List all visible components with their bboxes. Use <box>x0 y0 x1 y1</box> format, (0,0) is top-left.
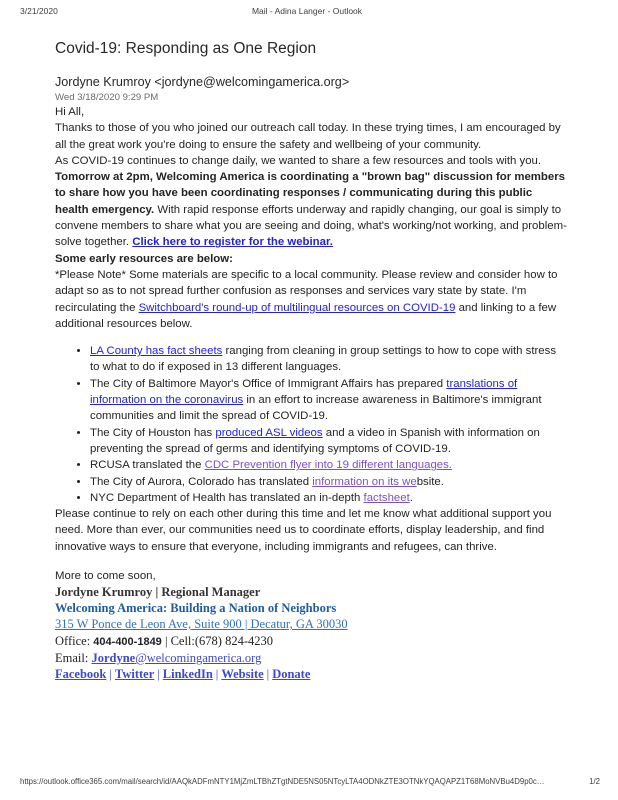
bullet-text: The City of Aurora, Colorado has translated <box>90 475 313 488</box>
aurora-information-link[interactable]: information on its we <box>312 475 417 488</box>
cdc-prevention-flyer-link[interactable]: CDC Prevention flyer into 19 different languages. <box>204 459 452 472</box>
note-text-2: and linking to a few additional resources below. <box>55 301 557 330</box>
website-link[interactable]: Website <box>221 667 264 682</box>
houston-asl-videos-link[interactable]: produced ASL videos <box>215 426 323 439</box>
list-item-baltimore <box>90 376 567 425</box>
signature-phone-row <box>55 633 567 650</box>
bullet-text: . <box>409 491 413 504</box>
signature-email-link[interactable] <box>91 651 261 665</box>
list-item-la-county <box>90 343 567 376</box>
la-county-fact-sheets-link[interactable]: LA County has fact sheets <box>90 345 223 358</box>
print-footer-page-number: 1/2 <box>589 777 600 786</box>
signature-organization: Welcoming America: Building a Nation of Neighbors <box>55 601 337 616</box>
print-header <box>20 6 594 18</box>
webinar-text-1: As COVID-19 continues to change daily, we wanted to share a few resources and tools with you. <box>55 154 542 167</box>
bullet-text: RCUSA translated the <box>90 459 205 472</box>
social-separator: | <box>157 667 160 682</box>
address-link[interactable]: 315 W Ponce de Leon Ave, Suite 900 | Decatur, GA 30030 <box>55 617 348 632</box>
email-body <box>55 39 567 682</box>
social-separator: | <box>109 667 112 682</box>
office-number: 404-400-1849 <box>93 636 162 649</box>
email-subject: Covid-19: Responding as One Region <box>55 40 317 57</box>
webinar-bold-text: Tomorrow at 2pm, Welcoming America is coordinating a "brown bag" discussion for members to share how you have been coordinating responses / communicating during this public health emergency. <box>55 171 565 216</box>
social-separator: | <box>215 667 219 682</box>
webinar-text-2: With rapid response efforts underway and rapidly changing, our goal is simply to convene members to share what you are seeing and doing, what's working/not working, and problem-solve together. <box>55 203 567 249</box>
print-footer <box>20 777 600 786</box>
register-webinar-link[interactable]: Click here to register for the webinar. <box>132 236 333 249</box>
signature-name-role: Jordyne Krumroy | Regional Manager <box>55 585 261 600</box>
email-label: Email: <box>55 651 92 666</box>
bullet-text: and a video in Spanish with information on preventing the spread of germs and identifying symptoms of COVID-19. <box>90 426 540 455</box>
signature-email-row <box>55 650 567 666</box>
email-sent-date: Wed 3/18/2020 9:29 PM <box>55 92 159 103</box>
phone-separator: | <box>161 634 171 649</box>
social-separator: | <box>266 667 270 682</box>
print-title: Mail - Adina Langer - Outlook <box>251 6 363 16</box>
paragraph-thanks: Thanks to those of you who joined our outreach call today. In these trying times, I am encouraged by all the great work you're doing to ensure the safety and wellbeing of your community. <box>55 122 561 151</box>
print-footer-url: https://outlook.office365.com/mail/search/id/AAQkADFmNTY1MjZmLTBhZTgtNDE5NS05NTcyLTA4ODNkZTE3OTNkYQAQAPZ1T68MoNVBu4D9p0c… <box>20 777 545 786</box>
list-item-rcusa <box>90 457 567 473</box>
bullet-text: NYC Department of Health has translated an in-depth <box>90 491 364 504</box>
resource-list <box>55 343 567 506</box>
greeting: Hi All, <box>55 106 85 118</box>
print-date: 3/21/2020 <box>20 6 58 16</box>
signature-address-row <box>55 616 567 633</box>
email-signature <box>55 568 567 682</box>
signature-social-row <box>55 666 567 682</box>
paragraph-closing: Please continue to rely on each other during this time and let me know what additional support you need. More than ever, our communities need us to coordinate efforts, display leadership, and find innovative ways to ensure that everyone, including immigrants and refugees, can thrive. <box>55 508 552 553</box>
twitter-link[interactable]: Twitter <box>114 667 155 682</box>
email-link-domain: @welcomingamerica.org <box>135 651 262 666</box>
nyc-factsheet-link[interactable]: factsheet <box>363 491 410 504</box>
cell-number: Cell:(678) 824-4230 <box>170 634 273 649</box>
resources-heading: Some early resources are below: <box>55 252 233 265</box>
bullet-text: bsite. <box>416 475 444 488</box>
signoff: More to come soon, <box>55 570 156 583</box>
email-sender: Jordyne Krumroy <jordyne@welcomingamerica.org> <box>55 75 350 89</box>
bullet-text: in an effort to increase awareness in Baltimore's immigrant communities and limit the spread of COVID-19. <box>90 394 542 423</box>
list-item-nyc <box>90 490 567 506</box>
bullet-text: The City of Baltimore Mayor's Office of Immigrant Affairs has prepared <box>90 377 447 390</box>
bullet-text: The City of Houston has <box>90 426 216 439</box>
facebook-link[interactable]: Facebook <box>55 667 107 682</box>
switchboard-roundup-link[interactable]: Switchboard's round-up of multilingual resources on COVID-19 <box>138 301 456 314</box>
list-item-aurora <box>90 474 567 490</box>
list-item-houston <box>90 425 567 458</box>
baltimore-translations-link[interactable]: translations of information on the coronavirus <box>90 377 518 407</box>
donate-link[interactable]: Donate <box>272 667 311 682</box>
email-link-name: Jordyne <box>91 651 136 666</box>
paragraph-please-note <box>55 267 567 332</box>
paragraph-webinar <box>55 153 567 251</box>
bullet-text: ranging from cleaning in group settings to how to cope with stress to what to do if exposed in 13 different languages. <box>90 345 557 374</box>
linkedin-link[interactable]: LinkedIn <box>162 667 213 682</box>
office-label: Office: <box>55 634 94 649</box>
note-text-1: *Please Note* Some materials are specific to a local community. Please review and consider how to adapt so as to not spread further confusion as responses and services vary state by state. I'm recirculating the <box>55 268 558 314</box>
